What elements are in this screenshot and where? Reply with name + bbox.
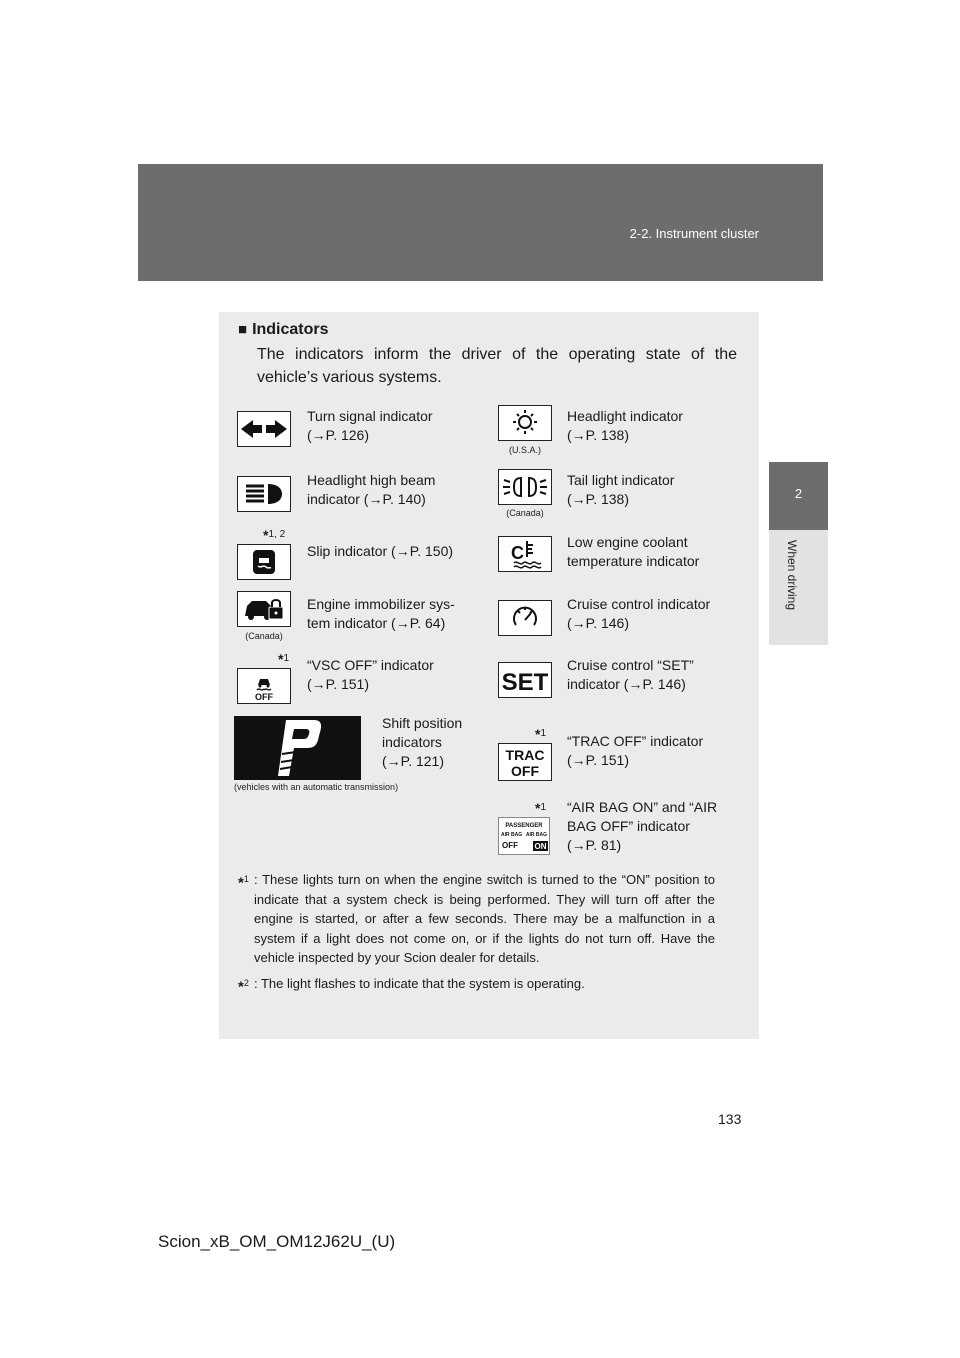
set-description: Cruise control “SET” indicator (→P. 146) [567,657,694,692]
cruise-set-icon [498,662,552,698]
footnote-mark: *1 [278,651,290,667]
footnote-mark-number: 1 [283,653,290,664]
footnote-number: 2 [243,977,249,988]
headlight-indicator-icon [498,405,552,441]
turn-signal-description: Turn signal indicator (→P. 126) [307,408,433,443]
footnote-1-label [238,870,249,893]
region-canada-label: (Canada) [506,508,544,518]
vsc-off-description: “VSC OFF” indicator (→P. 151) [307,657,434,692]
document-footer: Scion_xB_OM_OM12J62U_(U) [158,1232,396,1251]
airbag-left-text: AIR BAG [501,832,523,838]
set-icon-text: SET [501,669,549,696]
trac-off-description: “TRAC OFF” indicator (→P. 151) [567,733,704,768]
headlight-description: Headlight indicator (→P. 138) [567,408,683,443]
cruise-description: Cruise control indicator (→P. 146) [567,596,711,631]
airbag-off-text: OFF [502,841,518,850]
chapter-header-band [138,164,823,281]
tail-light-description: Tail light indicator (→P. 138) [567,472,675,507]
shift-description: Shift position indicators (→P. 121) [382,715,463,769]
footnote-1 [238,870,737,968]
footnote-mark-number: 1, 2 [268,529,286,540]
airbag-description: “AIR BAG ON” and “AIR BAG OFF” indicator (→P. 81) [567,799,718,853]
region-canada-label: (Canada) [245,631,283,641]
slip-description: Slip indicator (→P. 150) [307,543,454,559]
coolant-description: Low engine coolant temperature indicator [567,534,700,569]
chapter-label: When driving [785,540,799,611]
shift-position-p-icon [234,716,361,780]
airbag-right-text: AIR BAG [525,832,547,838]
svg-text:C: C [511,543,524,563]
page-number: 133 [718,1111,742,1127]
shift-icon-text: P [234,716,235,717]
section-heading: 2-2. Instrument cluster [629,226,759,241]
immobilizer-car-lock-icon [237,591,291,627]
footnote-mark: *1, 2 [263,527,286,543]
footnote-star: * [238,977,244,995]
chapter-number: 2 [794,486,803,501]
section-title [238,321,329,339]
tail-light-icon [498,469,552,505]
trac-off-icon-text: OFF [511,763,539,779]
passenger-airbag-icon [498,817,552,855]
low-coolant-temperature-icon [498,536,552,572]
footnote-1-text: : These lights turn on when the engine switch is turned to the “ON” position to indicate that a system check is being performed. They will turn off after the engine is started, or after a few seconds. There may be a malfunction in a system if a light does not come on, or if the lights do not turn off. Have the vehicle inspected by your Scion dealer for details. [254,872,715,965]
footnote-2-label [238,974,249,997]
slip-indicator-icon [237,544,291,580]
indicators-panel [219,312,759,1039]
footnote-number: 1 [243,874,249,884]
high-beam-icon [237,476,291,512]
footnote-mark: *1 [535,726,547,742]
vsc-off-icon-text: OFF [255,692,273,702]
footnote-2-text: : The light flashes to indicate that the system is operating. [254,975,585,991]
footnotes [238,870,737,993]
airbag-passenger-text: PASSENGER [505,823,543,829]
chapter-tab [769,462,828,530]
airbag-on-text: ON [534,842,547,851]
turn-signal-arrows-icon [237,411,291,447]
section-intro: The indicators inform the driver of the operating state of the vehicle’s various systems. [257,346,737,386]
region-automatic-label: (vehicles with an automatic transmission) [234,782,399,792]
bullet-square-icon: ■ [238,321,248,338]
footnote-star: * [238,874,244,892]
high-beam-description: Headlight high beam indicator (→P. 140) [307,472,436,507]
immobilizer-description: Engine immobilizer sys- tem indicator (→P. 64) [307,596,455,631]
trac-icon-text: TRAC [505,747,545,763]
footnote-2 [238,974,737,994]
region-usa-label: (U.S.A.) [508,445,541,455]
cruise-control-speedometer-icon [498,600,552,636]
chapter-tab-label-area [769,530,828,645]
vsc-off-icon [237,668,291,704]
footnote-mark-number: 1 [540,728,547,739]
footnote-mark-number: 1 [540,802,547,813]
section-title-text: Indicators [252,321,329,338]
trac-off-icon [498,743,552,781]
footnote-mark: *1 [535,800,547,816]
